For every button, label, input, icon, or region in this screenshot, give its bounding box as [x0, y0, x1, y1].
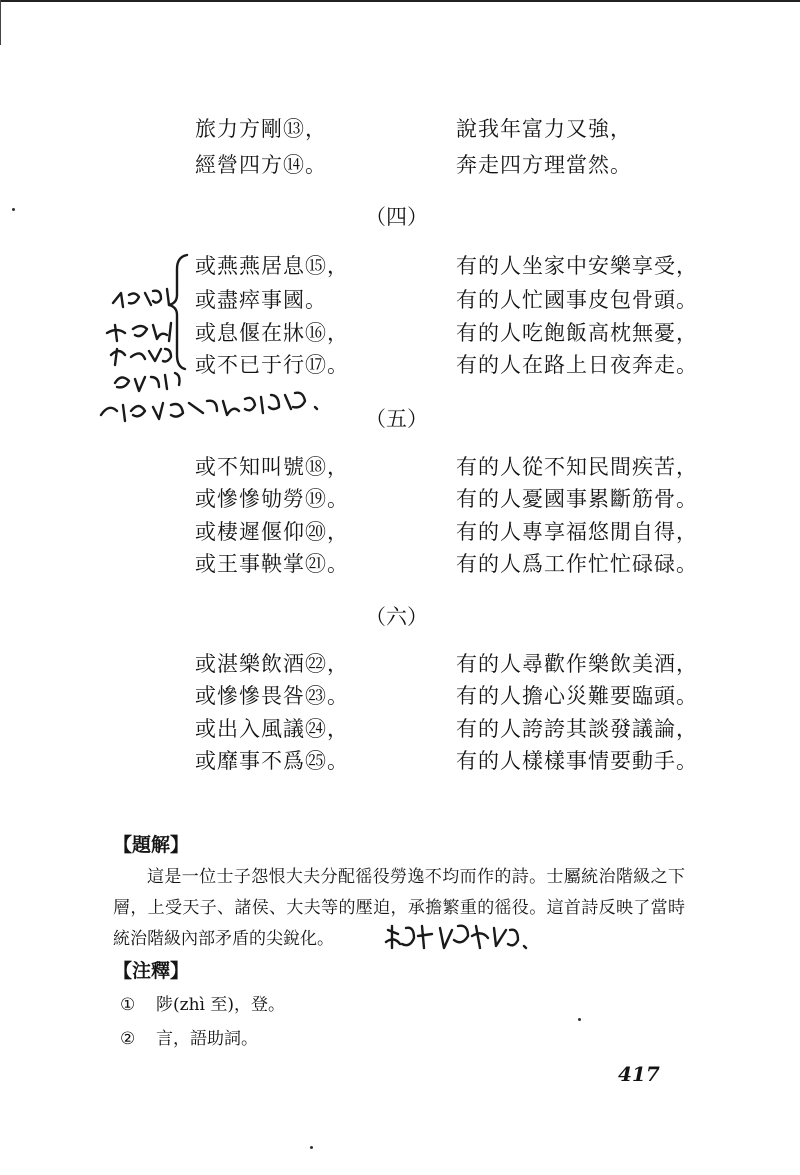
verse-original: 或慘慘劬勞⑲。 [195, 487, 349, 511]
verse-original: 或不已于行⑰。 [195, 353, 349, 377]
verse-translation: 有的人尋歡作樂飲美酒， [456, 652, 698, 676]
scan-speck [12, 208, 15, 211]
top-border-line [0, 0, 800, 2]
verse-translation: 有的人誇誇其談發議論， [456, 717, 698, 741]
verse-original: 或王事鞅掌㉑。 [195, 552, 349, 576]
verse-original: 或息偃在牀⑯， [195, 321, 349, 345]
note-text: 言，語助詞。 [156, 1029, 258, 1049]
scan-speck [310, 1146, 313, 1149]
verse-original: 或出入風議㉔， [195, 717, 349, 741]
verse-original: 或湛樂飲酒㉒， [195, 652, 349, 676]
stanza-heading: （六） [365, 605, 428, 629]
verse-translation: 有的人擔心災難要臨頭。 [456, 684, 698, 708]
verse-translation: 有的人專享福悠閒自得， [456, 520, 698, 544]
verse-original: 或不知叫號⑱， [195, 455, 349, 479]
verse-translation: 有的人在路上日夜奔走。 [456, 353, 698, 377]
verse-original: 經營四方⑭。 [195, 153, 327, 177]
verse-translation: 有的人爲工作忙忙碌碌。 [456, 552, 698, 576]
stanza-heading: （五） [365, 407, 428, 431]
explanation-text: 這是一位士子怨恨大夫分配徭役勞逸不均而作的詩。士屬統治階級之下層，上受天子、諸侯、大夫等的壓迫，承擔繁重的徭役。這首詩反映了當時統治階級內部矛盾的尖銳化。 [113, 867, 685, 949]
verse-original: 旅力方剛⑬， [195, 117, 327, 141]
handwritten-margin-note [95, 245, 355, 435]
explanation-title: 【題解】 [113, 834, 190, 856]
note-number: ① [120, 995, 136, 1015]
verse-original: 或慘慘畏咎㉓。 [195, 684, 349, 708]
verse-original: 或靡事不爲㉕。 [195, 749, 349, 773]
note-item [120, 992, 285, 1018]
page-number: 417 [618, 1062, 660, 1086]
verse-translation: 有的人從不知民間疾苦， [456, 455, 698, 479]
note-number: ② [120, 1029, 136, 1049]
verse-translation: 有的人忙國事皮包骨頭。 [456, 288, 698, 312]
verse-translation: 有的人坐家中安樂享受， [456, 254, 698, 278]
notes-title: 【注釋】 [113, 960, 190, 982]
verse-original: 或燕燕居息⑮， [195, 254, 349, 278]
verse-translation: 奔走四方理當然。 [456, 153, 632, 177]
verse-original: 或棲遲偃仰⑳， [195, 520, 349, 544]
verse-translation: 說我年富力又強， [456, 117, 632, 141]
scan-speck [578, 1018, 581, 1021]
verse-original: 或盡瘁事國。 [195, 288, 327, 312]
left-border-mark [0, 0, 1, 45]
handwritten-inline-note [382, 920, 532, 956]
verse-translation: 有的人吃飽飯高枕無憂， [456, 321, 698, 345]
verse-translation: 有的人憂國事累斷筋骨。 [456, 487, 698, 511]
verse-translation: 有的人樣樣事情要動手。 [456, 749, 698, 773]
stanza-heading: （四） [365, 205, 428, 229]
note-text: 陟(zhì 至)，登。 [156, 995, 286, 1015]
note-item [120, 1026, 258, 1052]
